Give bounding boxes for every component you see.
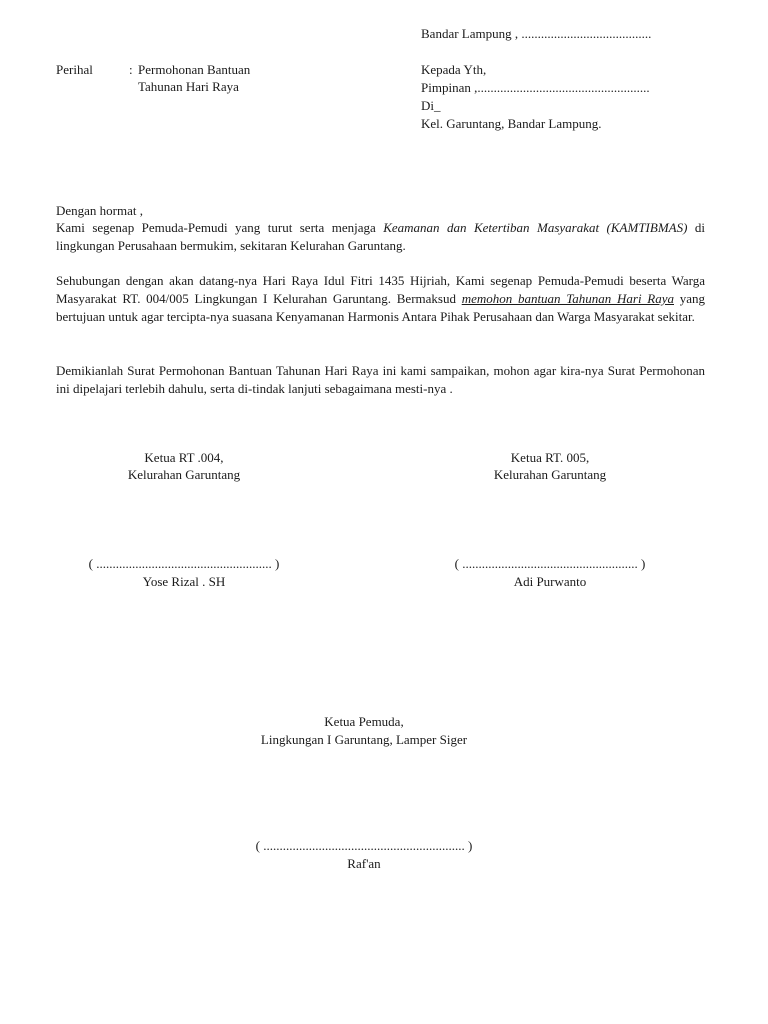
greeting: Dengan hormat , xyxy=(56,203,144,218)
paragraph-1-start: Kami segenap Pemuda-Pemudi yang turut serta menjaga xyxy=(56,220,384,235)
paragraph-1 xyxy=(56,219,705,255)
paragraph-2-end: yang bertujuan untuk agar tercipta-nya suasana Kenyamanan Harmonis Antara Pihak Perusahaan dan Warga Masyarakat sekitar. xyxy=(56,291,705,324)
sig-left-name: Yose Rizal . SH xyxy=(142,574,226,589)
paragraph-3: Demikianlah Surat Permohonan Bantuan Tahunan Hari Raya ini kami sampaikan, mohon agar kira-nya Surat Permohonan ini dipelajari terlebih dahulu, serta di-tindak lanjuti sebagaimana mesti-nya . xyxy=(56,363,705,396)
sig-right-area: Kelurahan Garuntang xyxy=(493,467,607,482)
place-date: Bandar Lampung , ........................................ xyxy=(421,26,652,41)
sig-bottom-title: Ketua Pemuda, xyxy=(324,714,404,729)
perihal-line-1: Permohonan Bantuan xyxy=(138,62,251,77)
sig-right-line: ( ...................................................... ) xyxy=(454,556,646,571)
recipient-line-4: Kel. Garuntang, Bandar Lampung. xyxy=(421,116,602,131)
paragraph-2-start: Sehubungan dengan akan datang-nya Hari Raya Idul Fitri 1435 Hijriah, Kami segenap Pemuda-Pemudi beserta Warga Masyarakat RT. 004/005 Lingkungan I Kelurahan Garuntang. Bermaksud xyxy=(56,273,705,306)
perihal-label: Perihal xyxy=(56,62,93,77)
recipient-line-1: Kepada Yth, xyxy=(421,62,487,77)
sig-bottom-line: ( .............................................................. ) xyxy=(255,838,473,853)
perihal-colon: : xyxy=(129,62,133,77)
paragraph-1-end: di lingkungan Perusahaan bermukim, sekitaran Kelurahan Garuntang. xyxy=(56,220,705,253)
sig-left-title: Ketua RT .004, xyxy=(144,450,224,465)
sig-left-area: Kelurahan Garuntang xyxy=(127,467,241,482)
sig-right-title: Ketua RT. 005, xyxy=(510,450,590,465)
paragraph-2-italic: memohon bantuan Tahunan Hari Raya xyxy=(461,291,674,306)
recipient-line-2: Pimpinan ,..................................................... xyxy=(421,80,650,95)
sig-right-name: Adi Purwanto xyxy=(513,574,587,589)
sig-bottom-area: Lingkungan I Garuntang, Lamper Siger xyxy=(260,732,468,747)
sig-bottom-name: Raf'an xyxy=(347,856,381,871)
paragraph-2 xyxy=(56,272,705,326)
sig-left-line: ( ...................................................... ) xyxy=(88,556,280,571)
paragraph-1-italic: Keamanan dan Ketertiban Masyarakat (KAMTIBMAS) xyxy=(383,220,688,235)
perihal-line-2: Tahunan Hari Raya xyxy=(138,79,239,94)
recipient-line-3: Di_ xyxy=(421,98,441,113)
